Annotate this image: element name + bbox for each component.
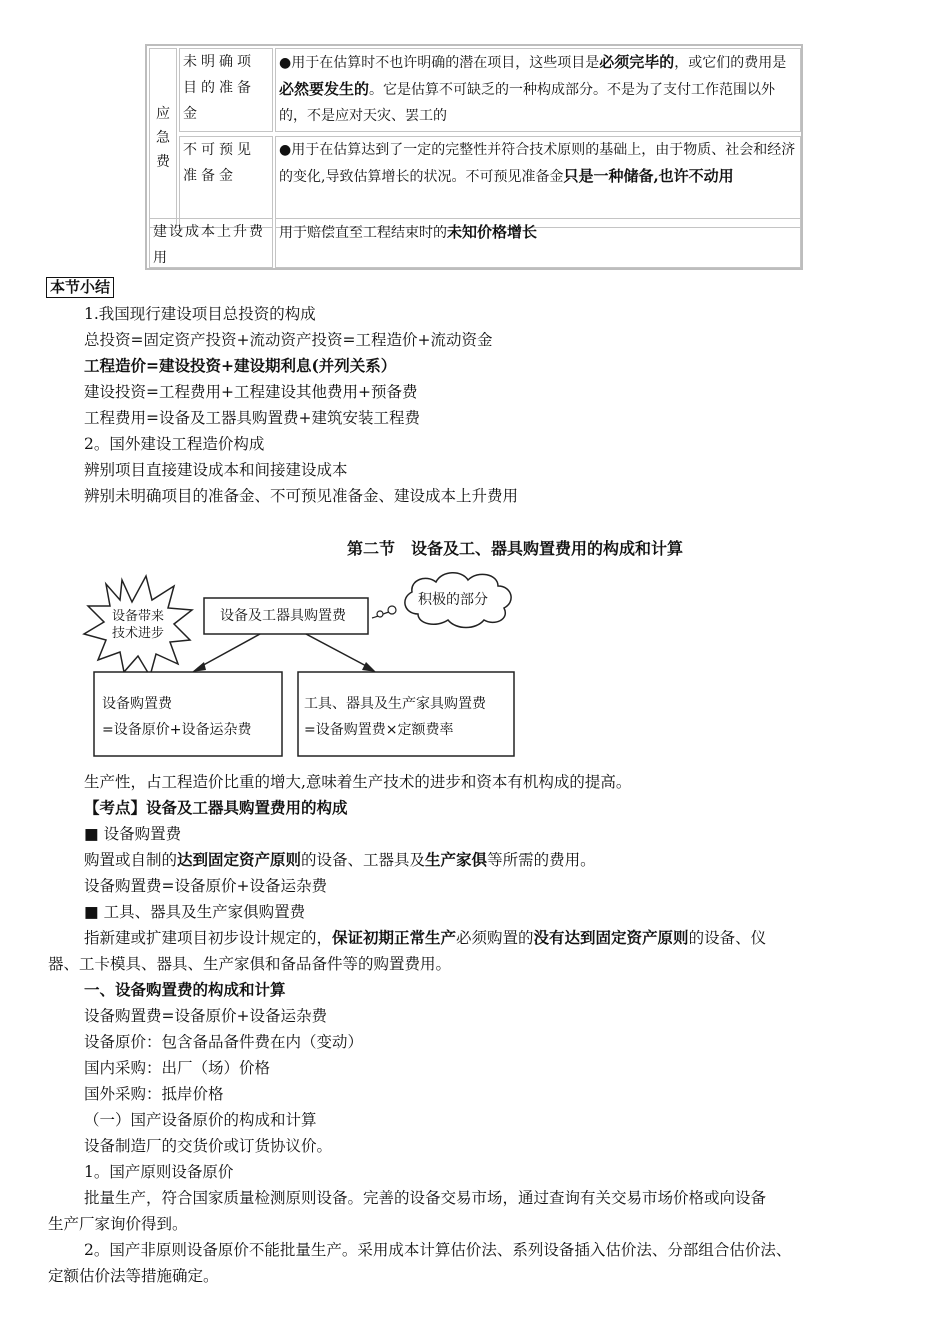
def-text: 购置或自制的 (84, 851, 178, 869)
bullet-heading: ■ 工具、器具及生产家俱购置费 (84, 903, 306, 921)
kaodian-heading: 【考点】设备及工器具购置费用的构成 (84, 798, 348, 817)
row2-desc (275, 136, 801, 228)
contingency-table (145, 44, 803, 270)
contingency-label-char: 费 (156, 154, 170, 170)
formula-line: 设备购置费=设备原价+设备运杂费 (84, 877, 327, 895)
row3-desc-bold: 未知价格增长 (447, 223, 538, 241)
row1-desc-text: 。它是估算不可缺乏的一种构成部分。不是为了支付工作范围以外的，不是应对天灾、罢工的 (279, 82, 776, 124)
right-box-line-2: =设备购置费×定额费率 (304, 722, 454, 738)
row1-desc-text: ●用于在估算时不也许明确的潜在项目，这些项目是 (279, 55, 600, 71)
burst-label-1: 设备带来 (112, 609, 165, 624)
summary-line: 辨别未明确项目的准备金、不可预见准备金、建设成本上升费用 (84, 487, 519, 505)
def-bold: 达到固定资产原则 (177, 850, 302, 869)
row2-desc-bold: 只是一种储备,也许不动用 (563, 167, 734, 185)
row1-desc-bold: 必然要发生的 (279, 80, 370, 98)
row3-name: 建设成本上升费用 (149, 218, 273, 268)
def-text: 等所需的费用。 (487, 851, 596, 869)
bullet-heading: ■ 设备购置费 (84, 825, 182, 843)
paragraph: 2。国产非原则设备原价不能批量生产。采用成本计算估价法、系列设备插入估价法、分部组合估价法、 (84, 1241, 792, 1259)
summary-line: 辨别项目直接建设成本和间接建设成本 (84, 461, 348, 479)
summary-line: 1.我国现行建设项目总投资的构成 (84, 305, 316, 323)
row1-name: 未明确项目的准备金 (179, 48, 273, 132)
left-box-line-2: =设备原价+设备运杂费 (102, 722, 252, 738)
paragraph: 批量生产，符合国家质量检测原则设备。完善的设备交易市场，通过查询有关交易市场价格或向设备 (84, 1189, 767, 1207)
definition-2 (84, 927, 766, 949)
summary-tag: 本节小结 (46, 277, 114, 298)
right-box-line-1: 工具、器具及生产家具购置费 (304, 696, 486, 712)
cloud-tail-bubble (377, 611, 383, 617)
def-bold: 生产家俱 (425, 850, 488, 869)
row3-desc-text: 用于赔偿直至工程结束时的 (279, 225, 447, 241)
def-text: 的设备、仪 (688, 929, 767, 947)
contingency-label-char: 应 (156, 106, 170, 122)
purchase-cost-diagram (80, 568, 520, 760)
summary-line: 工程造价=建设投资+建设期利息(并列关系） (84, 356, 397, 375)
text-line: 设备原价：包含备品备件费在内（变动） (84, 1033, 364, 1051)
arrow-left-head (192, 662, 206, 672)
def-text: 必须购置的 (456, 929, 534, 947)
def-text: 的设备、工器具及 (301, 851, 426, 869)
summary-line: 建设投资=工程费用+工程建设其他费用+预备费 (84, 383, 418, 401)
left-box-line-1: 设备购置费 (102, 696, 172, 712)
summary-line: 总投资=固定资产投资+流动资产投资=工程造价+流动资金 (84, 331, 493, 349)
def-text: 指新建或扩建项目初步设计规定的， (84, 929, 333, 947)
arrow-right-line (306, 634, 370, 668)
row2-desc-text: ●用于在估算达到了一定的完整性并符合技术原则的基础上，由于物质、社会和经济的变化,导致估算增长的状况。不可预见准备金 (279, 142, 796, 185)
row2-name: 不可预见准备金 (179, 136, 273, 228)
row1-desc (275, 48, 801, 132)
contingency-label-cell (149, 48, 177, 228)
summary-line: 2。国外建设工程造价构成 (84, 435, 265, 453)
def-bold: 保证初期正常生产 (332, 928, 457, 947)
paragraph-cont: 定额估价法等措施确定。 (48, 1267, 219, 1285)
section-title: 第二节 设备及工、器具购置费用的构成和计算 (346, 539, 683, 558)
row1-desc-bold: 必须完毕的 (599, 53, 675, 71)
definition-2-cont: 器、工卡模具、器具、生产家俱和备品备件等的购置费用。 (48, 955, 452, 973)
text-line: 国外采购：抵岸价格 (84, 1085, 224, 1103)
contingency-label-char: 急 (156, 130, 170, 146)
text-line: 国内采购：出厂（场）价格 (84, 1059, 271, 1077)
burst-label-2: 技术进步 (112, 626, 165, 641)
paragraph-cont: 生产厂家询价得到。 (48, 1215, 188, 1233)
heading-1: 一、设备购置费的构成和计算 (84, 980, 286, 999)
paragraph: 生产性，占工程造价比重的增大,意味着生产技术的进步和资本有机构成的提高。 (84, 773, 632, 791)
text-line: （一）国产设备原价的构成和计算 (84, 1111, 317, 1129)
cloud-label: 积极的部分 (418, 592, 488, 608)
summary-line: 工程费用=设备及工器具购置费+建筑安装工程费 (84, 409, 420, 427)
text-line: 1。国产原则设备原价 (84, 1163, 234, 1181)
text-line: 设备制造厂的交货价或订货协议价。 (84, 1137, 333, 1155)
row3-desc (275, 218, 801, 268)
top-box-label: 设备及工器具购置费 (220, 608, 346, 624)
arrow-right-head (362, 662, 376, 672)
row1-desc-text: ，或它们的费用是 (674, 55, 787, 71)
definition-1 (84, 849, 596, 871)
arrow-left-line (198, 634, 260, 668)
def-bold: 没有达到固定资产原则 (533, 928, 689, 947)
text-line: 设备购置费=设备原价+设备运杂费 (84, 1007, 327, 1025)
cloud-tail-bubble (388, 606, 396, 614)
